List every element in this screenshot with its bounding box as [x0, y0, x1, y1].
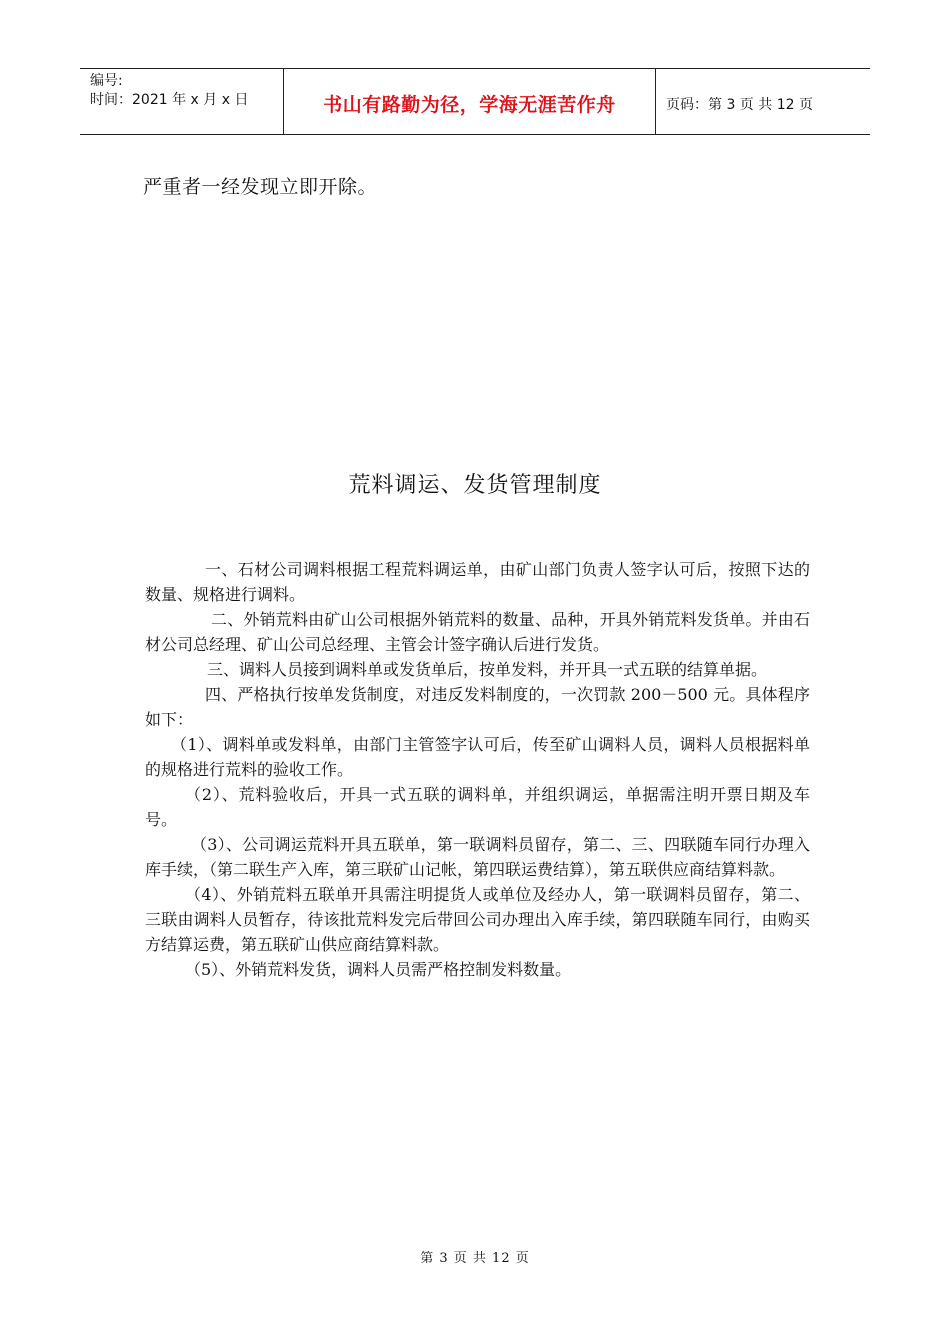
page-footer: 第 3 页 共 12 页	[420, 1251, 530, 1266]
document-title: 荒料调运、发货管理制度	[348, 473, 602, 498]
continuation-text: 严重者一经发现立即开除。	[143, 176, 378, 198]
paragraph-text: （5）、外销荒料发货，调料人员需严格控制发料数量。	[185, 960, 572, 979]
motto-text: 书山有路勤为径，学海无涯苦作舟	[323, 94, 616, 116]
paragraph-text: （3）、公司调运荒料开具五联单，第一联调料员留存，第二、三、四联随车同行办理入库手续，（第二联生产入库，第三联矿山记帐，第四联运费结算），第五联供应商结算料款。	[145, 835, 810, 879]
header-meta-cell	[80, 69, 283, 134]
paragraph	[145, 607, 810, 657]
document-body	[145, 557, 810, 982]
paragraph-text: （1）、调料单或发料单，由部门主管签字认可后，传至矿山调料人员，调料人员根据料单的规格进行荒料的验收工作。	[145, 735, 810, 779]
paragraph	[145, 957, 810, 982]
paragraph-text: （4）、外销荒料五联单开具需注明提货人或单位及经办人，第一联调料员留存，第二、三联由调料人员暂存，待该批荒料发完后带回公司办理出入库手续，第四联随车同行，由购买方结算运费，第五联矿山供应商结算料款。	[145, 885, 810, 954]
header-page-cell	[656, 69, 870, 134]
header-table	[80, 68, 870, 135]
paragraph	[145, 882, 810, 957]
paragraph-text: （2）、荒料验收后，开具一式五联的调料单，并组织调运，单据需注明开票日期及车号。	[145, 785, 810, 829]
paragraph	[145, 557, 810, 607]
page-info: 页码：第 3 页 共 12 页	[666, 96, 813, 113]
paragraph	[145, 732, 810, 782]
number-label: 编号:	[90, 73, 123, 89]
paragraph-text: 三、调料人员接到调料单或发货单后，按单发料，并开具一式五联的结算单据。	[207, 660, 768, 679]
paragraph-text: 四、严格执行按单发货制度，对违反发料制度的，一次罚款 200－500 元。具体程序如下：	[145, 685, 810, 729]
paragraph-text: 二、外销荒料由矿山公司根据外销荒料的数量、品种，开具外销荒料发货单。并由石材公司总经理、矿山公司总经理、主管会计签字确认后进行发货。	[145, 610, 810, 654]
paragraph	[145, 682, 810, 732]
time-label: 时间：2021 年 x 月 x 日	[90, 92, 249, 108]
header-motto-cell	[283, 69, 656, 134]
paragraph	[145, 832, 810, 882]
paragraph	[145, 782, 810, 832]
paragraph	[145, 657, 810, 682]
paragraph-text: 一、石材公司调料根据工程荒料调运单，由矿山部门负责人签字认可后，按照下达的数量、规格进行调料。	[145, 560, 810, 604]
